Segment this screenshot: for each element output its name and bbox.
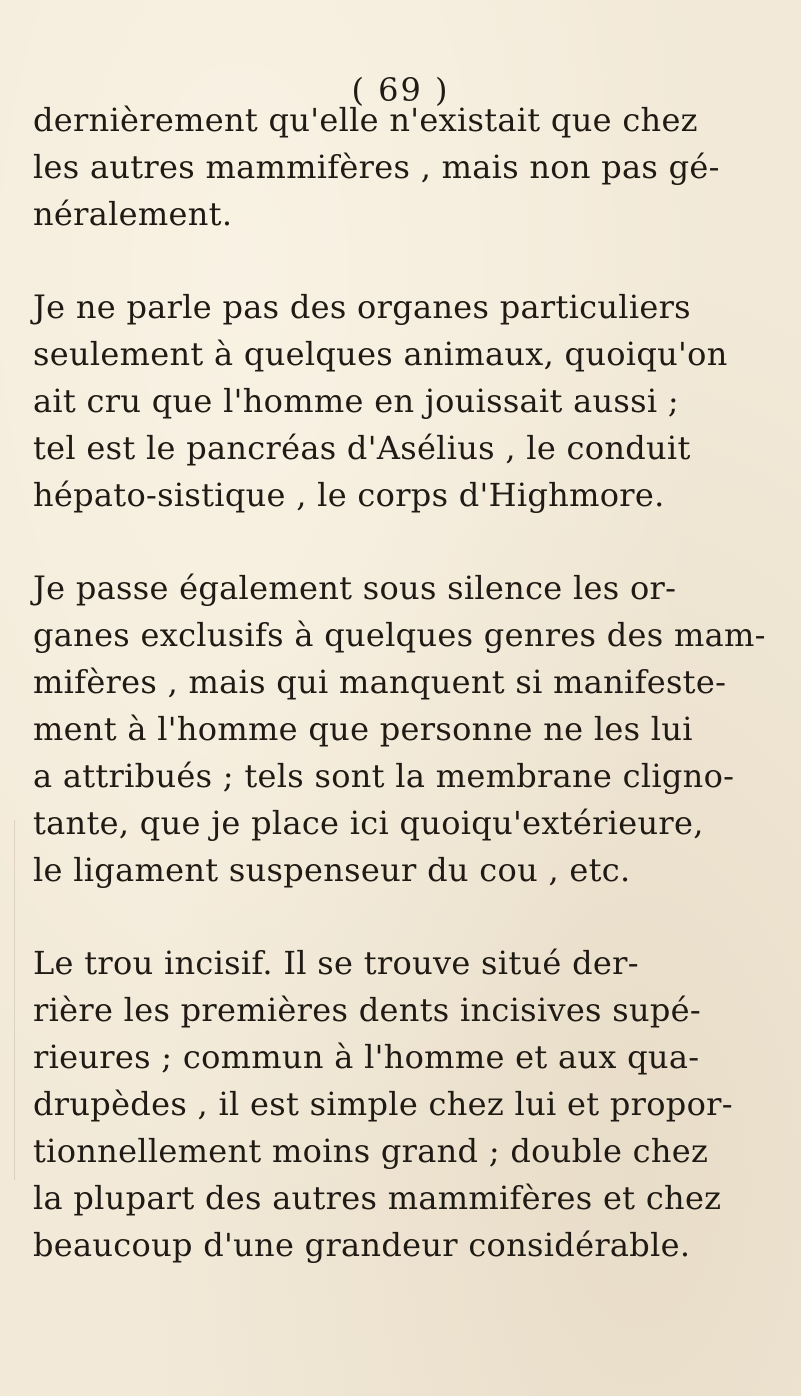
text-line: beaucoup d'une grandeur considérable. [33, 1226, 691, 1264]
text-line: néralement. [33, 195, 233, 233]
paragraph [33, 940, 773, 1269]
paragraph-gap [33, 894, 773, 940]
body-text [33, 97, 773, 1269]
text-line: tante, que je place ici quoiqu'extérieure, [33, 804, 704, 842]
text-line: le ligament suspenseur du cou , etc. [33, 851, 631, 889]
text-line: a attribués ; tels sont la membrane cligno- [33, 757, 735, 795]
text-line: ment à l'homme que personne ne les lui [33, 710, 693, 748]
paragraph [33, 565, 773, 894]
page-number: ( 69 ) [351, 71, 450, 109]
text-line: seulement à quelques animaux, quoiqu'on [33, 335, 728, 373]
text-line: tel est le pancréas d'Asélius , le conduit [33, 429, 691, 467]
text-line: Le trou incisif. Il se trouve situé der- [33, 944, 639, 982]
text-line: tionnellement moins grand ; double chez [33, 1132, 709, 1170]
text-line: rieures ; commun à l'homme et aux qua- [33, 1038, 700, 1076]
text-line: rière les premières dents incisives supé- [33, 991, 702, 1029]
text-line: les autres mammifères , mais non pas gé- [33, 148, 720, 186]
text-line: mifères , mais qui manquent si manifeste- [33, 663, 727, 701]
paper-fold-line [14, 820, 15, 1180]
text-line: ait cru que l'homme en jouissait aussi ; [33, 382, 679, 420]
paragraph [33, 97, 773, 238]
text-line: la plupart des autres mammifères et chez [33, 1179, 722, 1217]
paragraph [33, 284, 773, 519]
text-line: dernièrement qu'elle n'existait que chez [33, 101, 698, 139]
paragraph-gap [33, 238, 773, 284]
paragraph-gap [33, 519, 773, 565]
text-line: drupèdes , il est simple chez lui et propor- [33, 1085, 733, 1123]
text-line: ganes exclusifs à quelques genres des mam- [33, 616, 766, 654]
text-line: Je ne parle pas des organes particuliers [33, 288, 691, 326]
text-line: hépato-sistique , le corps d'Highmore. [33, 476, 665, 514]
text-line: Je passe également sous silence les or- [33, 569, 677, 607]
